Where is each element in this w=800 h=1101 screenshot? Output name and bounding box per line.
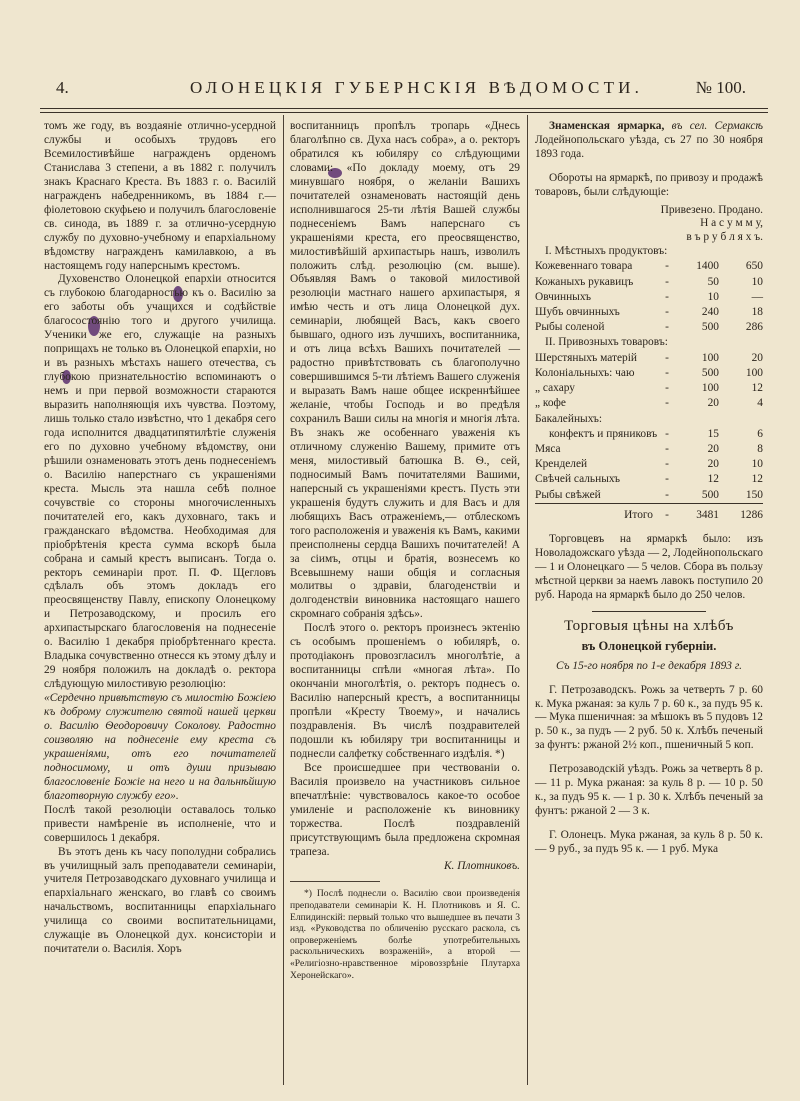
row-brought: 1400 xyxy=(696,260,719,273)
column-2 xyxy=(290,120,520,981)
section-local: I. Мѣстныхъ продуктовъ: xyxy=(545,245,668,258)
row-sold: 150 xyxy=(745,488,763,501)
row-name: Колоніальныхъ: чаю xyxy=(535,366,635,379)
table-row xyxy=(535,320,763,335)
row-sold: 18 xyxy=(751,306,763,319)
page-header xyxy=(40,78,760,104)
row-dash: - xyxy=(665,275,669,288)
row-name: „ сахару xyxy=(535,382,575,395)
col2-paragraph: воспитанницъ пропѣлъ тропарь «Днесь благолѣпно св. Духа насъ собра», а о. ректоръ обратился къ юбиляру со слѣдующими словами: «По докладу моему, отъ 29 минувшаго ноября, о желаніи Вашихъ почитателей ознаменовать настоящій день исполнившагося 25-ти лѣтія Вашей службы поднесеніемъ Вамъ наперснаго съ украшеніями креста, его преосвященство, милостивѣйшій архипастырь нашъ, изволилъ положить слѣд. резолюцію (см. выше). Объявляя Вамъ о таковой милостивой резолюціи мастнаго нашего архипастыря, я имѣю честь и отъ лица Олонецкой дух. семинаріи, любящей Васъ, какъ своего бывшаго, одного изъ лучшихъ, воспитанника, и отъ лица всѣхъ Вашихъ почитателей — радостно привѣтствовать съ благополучно совершившимся 5-ти лѣтіемъ Вашего служенія и выразать Вамъ наше общее искреннѣйшее желаніе, чтобы Господь и во предѣля сохранилъ Ваши силы на многія и многія лѣта. Въ знакъ же особеннаго уваженія къ отличному служенію Вашему, примите отъ меня, милостивый батюшка В. Ѳ., сей, подносимый Вамъ почитателями Вашими, наперсный съ украшеніями крестъ. Пусть эти украшенія будутъ служить и для Васъ и для любящихъ Васъ отраженіемъ,— отблескомъ того расположенія и уваженія къ Вамъ, какими преисполнены сердца Вашихъ почитателей! А за сіимъ, отцы и братія, вознесемъ ко Всевышнему наши общія и согласныя молитвы о здравіи, благоденствіи и долгоденствіи виновника настоящаго нашего скромнаго собранія здѣсь». xyxy=(290,120,520,621)
row-brought: 20 xyxy=(707,442,719,455)
row-dash: - xyxy=(665,442,669,455)
table-row xyxy=(535,442,763,457)
total-row: Итого - 3481 1286 xyxy=(535,508,763,523)
table-row xyxy=(535,305,763,320)
prices-subtitle: въ Олонецкой губерніи. xyxy=(581,638,717,653)
row-sold: 4 xyxy=(757,397,763,410)
row-dash: - xyxy=(665,488,669,501)
city-name: Г. Олонецъ. xyxy=(549,829,607,842)
table-row xyxy=(535,457,763,472)
row-brought: 50 xyxy=(707,275,719,288)
city-prices: Рожь за четверть 7 р. 60 к. Мука ржаная: за куль 7 р. 60 к., за пудъ 95 к. — Мука пшеничная: за мѣшокъ въ 5 пудовъ 12 р. 50 к., за пудъ — 2 руб. 50 к. Хлѣбъ печеный за фунтъ: ржаной 2½ коп., пшеничный 5 коп. xyxy=(535,683,763,752)
page-number: 4. xyxy=(56,78,69,97)
row-dash: - xyxy=(665,306,669,319)
row-brought: 12 xyxy=(707,473,719,486)
prices-city-3 xyxy=(535,829,763,857)
row-dash: - xyxy=(665,260,669,273)
col1-paragraph: Послѣ такой резолюціи оставалось только привести намѣреніе въ исполненіе, что и совершилось 1 декабря. xyxy=(44,803,276,844)
table-row xyxy=(535,290,763,305)
city-prices: Мука ржаная, за куль 8 р. 50 к. — 9 руб., за пудъ 95 к. — 1 руб. Мука xyxy=(535,829,763,856)
table-row xyxy=(535,275,763,290)
row-dash: - xyxy=(665,351,669,364)
row-dash: - xyxy=(665,397,669,410)
row-name: Свѣчей сальныхъ xyxy=(535,473,621,486)
newspaper-title: ОЛОНЕЦКІЯ ГУБЕРНСКІЯ ВѢДОМОСТИ. xyxy=(190,78,644,97)
header-rule xyxy=(40,108,768,109)
row-name: Кренделей xyxy=(535,458,588,471)
row-dash: - xyxy=(665,290,669,303)
row-brought: 100 xyxy=(701,351,719,364)
issue-number: № 100. xyxy=(695,78,746,97)
table-header xyxy=(535,204,763,245)
row-name: Овчинныхъ xyxy=(535,290,591,303)
row-sold: 10 xyxy=(751,458,763,471)
row-name: конфектъ и пряниковъ xyxy=(549,427,658,440)
fair-table xyxy=(535,244,763,523)
traders-paragraph: Торговцевъ на ярмаркѣ было: изъ Новоладожскаго уѣзда — 2, Лодейнопольскаго — 1 и Олонецкаго — 5 челов. Сбора въ пользу мѣстной церкви за наемъ лавокъ поступило 20 руб. Народа на ярмаркѣ было до 250 челов. xyxy=(535,532,763,601)
fair-place: въ сел. Сермаксѣ xyxy=(671,120,763,132)
bakaleya-label: Бакалейныхъ: xyxy=(535,412,603,425)
row-name: Мяса xyxy=(535,442,561,455)
row-name: Кожаныхъ рукавицъ xyxy=(535,275,634,288)
row-sold: 8 xyxy=(757,442,763,455)
city-name: Петрозаводскій уѣздъ. xyxy=(549,763,659,776)
th-brought: Привезено. xyxy=(660,203,716,216)
col2-paragraph: Послѣ этого о. ректоръ произнесъ эктенію съ особымъ прошеніемъ о юбилярѣ, о. протодіаконъ провозгласилъ многолѣтіе, а воспитанницы спѣли «многая лѣта». По окончаніи многолѣтія, о. ректоръ поднесъ о. Василію наперсный крестъ, а воспитанницы пропѣли «Кресту Твоему», и начались поздравленія. Въ числѣ поздравителей подошли къ юбиляру три воспитанницы и поднесли салфетку собственнаго издѣлія. *) xyxy=(290,622,520,760)
total-brought: 3481 xyxy=(696,508,719,521)
table-row xyxy=(535,366,763,381)
row-brought: 500 xyxy=(701,321,719,334)
row-brought: 15 xyxy=(707,427,719,440)
row-name: Шубъ овчинныхъ xyxy=(535,306,620,319)
th-sum: Н а с у м м у, xyxy=(700,217,763,230)
row-dash: - xyxy=(665,382,669,395)
row-name: Рыбы соленой xyxy=(535,321,605,334)
column-3 xyxy=(535,120,763,857)
row-name: Рыбы свѣжей xyxy=(535,488,601,501)
row-sold: 650 xyxy=(745,260,763,273)
turnover-intro: Обороты на ярмаркѣ, по привозу и продажѣ товаровъ, были слѣдующіе: xyxy=(535,171,763,198)
row-brought: 20 xyxy=(707,397,719,410)
fair-details: Лодейнопольскаго уѣзда, съ 27 по 30 ноября 1893 года. xyxy=(535,133,763,160)
row-sold: 12 xyxy=(751,473,763,486)
prices-dates: Съ 15-го ноября по 1-е декабря 1893 г. xyxy=(556,659,742,672)
th-rub: в ъ р у б л я х ъ. xyxy=(686,230,763,243)
row-dash: - xyxy=(665,458,669,471)
row-name: Шерстяныхъ матерій xyxy=(535,351,637,364)
col2-paragraph: Все происшедшее при чествованіи о. Василія произвело на участниковъ сильное впечатлѣніе: чувствовалось какое-то особое умиленіе и расположеніе къ виновнику торжества. Послѣ поздравленій присутствующимъ была предложена скромная трапеза. xyxy=(290,761,520,858)
resolution-quote: «Сердечно привѣтствую съ милостію Божіею къ доброму служителю святой нашей церкви о. Василію Ѳеодоровичу Соколову. Радостно соизволяю на поднесеніе ему креста съ украшеніями, отъ его почитателей подносимому, и отъ души призываю благословеніе Божіе на него и на дальнѣйшую благотворную службу его». xyxy=(44,692,276,802)
row-name: „ кофе xyxy=(535,397,566,410)
row-brought: 20 xyxy=(707,458,719,471)
row-brought: 500 xyxy=(701,366,719,379)
row-sold: 286 xyxy=(745,321,763,334)
table-row xyxy=(535,488,763,504)
table-row xyxy=(535,472,763,487)
prices-city-1 xyxy=(535,684,763,754)
city-name: Г. Петрозаводскъ. xyxy=(549,683,637,696)
row-sold: 20 xyxy=(751,351,763,364)
th-sold: Продано. xyxy=(718,203,763,216)
column-divider-1 xyxy=(283,115,284,1085)
row-sold: 10 xyxy=(751,275,763,288)
row-brought: 10 xyxy=(707,290,719,303)
row-brought: 500 xyxy=(701,488,719,501)
table-row xyxy=(535,381,763,396)
section-imported: II. Привозныхъ товаровъ: xyxy=(545,336,668,349)
row-dash: - xyxy=(665,321,669,334)
total-sold: 1286 xyxy=(740,508,763,521)
row-brought: 100 xyxy=(701,382,719,395)
fair-title: Знаменская ярмарка, xyxy=(549,120,665,132)
fair-heading xyxy=(535,120,763,162)
row-sold: 12 xyxy=(751,382,763,395)
row-name: Кожевеннаго товара xyxy=(535,260,633,273)
section-divider xyxy=(592,611,706,612)
total-label: Итого xyxy=(624,508,653,521)
row-sold: — xyxy=(751,290,763,303)
table-row xyxy=(535,396,763,411)
column-divider-2 xyxy=(527,115,528,1085)
col1-paragraph: Духовенство Олонецкой епархіи относится съ глубокою благодарностью къ о. Василію за его заботы объ учащихся и содѣйствіе благосостоянію того и другого училища. Ученики же его, служащіе на разныхъ поприщахъ не только въ Олонецкой епархіи, но и въ разныхъ мѣстахъ нашего отечества, съ глубокою признательностію вспоминаютъ о немъ и при первой возможности стараются выразить наполняющія ихъ чувства. Поэтому, лишь только стало извѣстно, что 1 декабря сего года исполнится двадцатипятилѣтіе служенія его по духовно учебному вѣдомству, они рѣшили ознаменовать этотъ день поднесеніемъ о. Василію наперстнаго съ украшеніями креста. Мысль эта нашла себѣ полное сочувствіе со стороны многочисленныхъ почитателей его, какъ духовнаго, такъ и гражданскаго вѣдомства. Необходимая для пріобрѣтенія креста сумма вскорѣ была собрана и самый крестъ выписанъ. Тогда о. ректоръ семинаріи прот. П. Ф. Щегловъ сдѣлалъ объ этомъ докладъ его преосвященству Павлу, епископу Олонецкому и Петрозаводскому, и просилъ его архипастырскаго благословенія на поднесеніе о. Василію 1 декабря пріобрѣтеннаго креста. Владыка сочувственно отнесся къ этому дѣлу и 29 ноября положилъ на докладѣ о. ректора слѣдующую милостивую резолюцію: xyxy=(44,273,276,691)
footnote-rule xyxy=(290,881,380,882)
footnote: *) Послѣ поднесли о. Василію свои произведенія преподаватели семинаріи К. Н. Плотниковъ и Я. С. Елпидинскій: первый только что вышедшее въ печати 3 изд. «Руководства по обличенію русскаго раскола, съ опроверженіемъ болѣе употребительныхъ раскольническихъ возраженій», а второй — «Религіозно-нравственное міровоззрѣніе Плутарха Херонейскаго». xyxy=(290,888,520,981)
header-rule-thin xyxy=(40,112,768,113)
row-sold: 6 xyxy=(757,427,763,440)
prices-city-2 xyxy=(535,763,763,819)
col1-paragraph: томъ же году, въ воздаяніе отличнo-усердной службы и особыхъ трудовъ его Всемилостивѣйше награжденъ орденомъ Станислава 3 степени, а въ 1882 г. получилъ знакъ Краснаго Креста. Въ 1883 г. о. Василій награжденъ набедренникомъ, въ 1884 г.— фіолетовою скуфьею и получилъ благословеніе св. синода, въ 1889 г. за отлично-усердную службу по духовно-учебному и епархіальному вѣдомству награжденъ камилавкою, а въ настоящемъ году наперснымъ крестомъ. xyxy=(44,120,276,272)
col1-paragraph: Въ этотъ день къ часу пополудни собрались въ училищный залъ преподаватели семинаріи, учителя Петрозаводскаго духовнаго училища и епархіальнаго женскаго, во главѣ со своимъ начальствомъ, воспитанницы епархіальнаго училища со своими воспитательницами, служащіе въ Олонецкой дух. консисторіи и почитатели о. Василія. Хоръ xyxy=(44,845,276,956)
table-row: конфектъ и пряниковъ - 15 6 xyxy=(535,427,763,442)
row-dash: - xyxy=(665,366,669,379)
row-sold: 100 xyxy=(745,366,763,379)
author-signature: К. Плотниковъ. xyxy=(443,859,520,872)
table-row xyxy=(535,351,763,366)
city-prices: Рожь за четверть 8 р. — 11 р. Мука ржаная: за куль 8 р. — 10 р. 50 к., за пудъ 95 к. — 1 р. 30 к. Хлѣбъ печеный за фунтъ: ржаной 2 — 3 к. xyxy=(535,763,764,818)
row-dash: - xyxy=(665,473,669,486)
row-brought: 240 xyxy=(701,306,719,319)
table-row xyxy=(535,259,763,274)
prices-title: Торговыя цѣны на хлѣбъ xyxy=(564,617,734,634)
column-1 xyxy=(44,120,276,957)
